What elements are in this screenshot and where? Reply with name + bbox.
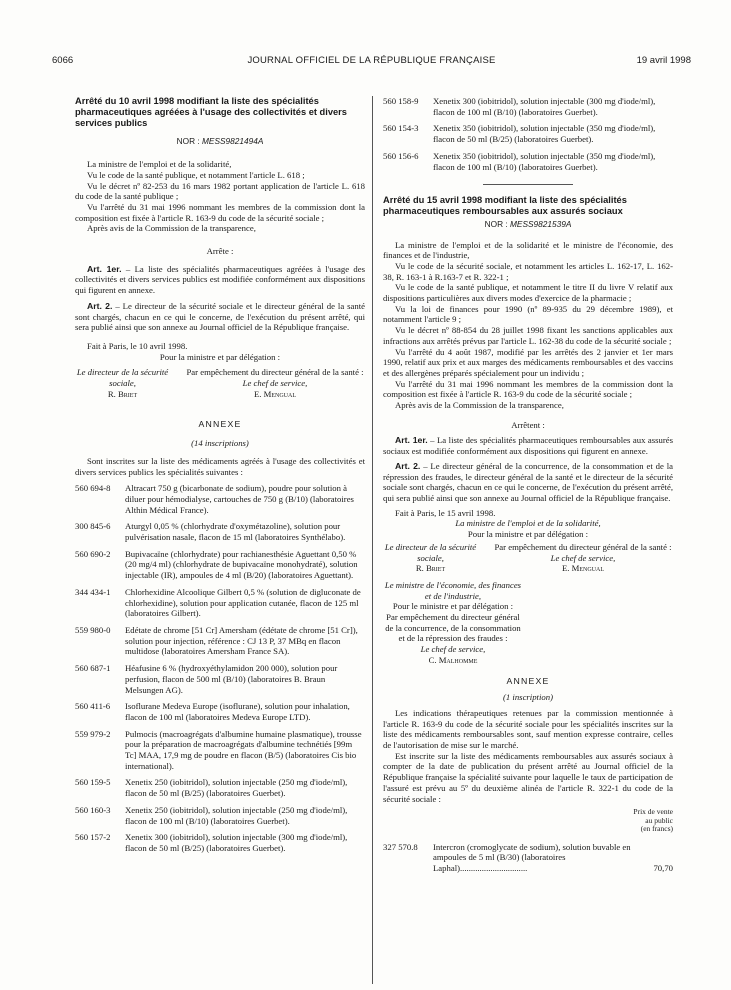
minister-line: Le ministre de l'économie, des finances et de l'industrie,: [384, 579, 522, 601]
article-2: [383, 461, 673, 504]
article-text: – Le directeur général de la concurrence, de la consommation et de la répression des fraudes, le directeur général de la santé et le directeur de la sécurité sociale sont chargés, chacun en ce qui le concerne, de l'exécution du présent arrêté, qui sera publié ainsi que son annexe au Journal officiel de la République française.: [383, 460, 673, 503]
inscription-count: (1 inscription): [503, 692, 553, 703]
journal-title: JOURNAL OFFICIEL DE LA RÉPUBLIQUE FRANÇAISE: [247, 55, 496, 66]
arrete-title-2: Arrêté du 15 avril 1998 modifiant la liste des spécialités pharmaceutiques remboursables aux assurés sociaux: [383, 195, 627, 217]
signing-place-date: Fait à Paris, le 15 avril 1998.: [395, 507, 496, 518]
inscription-count: (14 inscriptions): [191, 438, 249, 449]
cip-code: 560 159-5: [75, 777, 111, 788]
nor-code: MESS9821539A: [510, 218, 572, 229]
cip-code: 560 694-8: [75, 483, 111, 494]
preamble-line: Après avis de la Commission de la transparence,: [395, 400, 564, 411]
preamble-line: Vu le code de la sécurité sociale, et notamment les articles L. 162-17, L. 162-38, R. 163-1 à R.163-7 et R. 322-1 ;: [383, 260, 673, 282]
cip-code: 560 690-2: [75, 548, 111, 559]
medication-entry: [75, 549, 365, 581]
retail-price: 70,70: [653, 863, 673, 874]
article-text: – Le directeur de la sécurité sociale et le directeur général de la santé sont chargés, chacun en ce qui le concerne, de l'exécution du présent arrêté, qui sera publié ainsi que son annexe au Journal officiel de la République française.: [75, 300, 365, 333]
medication-description: Xenetix 300 (iobitridol), solution injectable (300 mg d'iode/ml), flacon de 50 ml (B/25) (laboratoires Guerbet).: [125, 832, 348, 853]
signatory-b: [185, 367, 365, 399]
medication-description: Xenetix 350 (iobitridol), solution injectable (350 mg d'iode/ml), flacon de 50 ml (B/25) (laboratoires Guerbet).: [433, 123, 656, 145]
cip-code: 327 570.8: [383, 841, 418, 852]
price-column-header: [383, 808, 673, 834]
signatory-title: Le directeur de la sécurité sociale,: [384, 541, 477, 563]
cip-code: 560 160-3: [75, 804, 111, 815]
signatory-preface: Par empêchement du directeur général de la concurrence, de la consommation et de la répression des fraudes :: [385, 612, 521, 644]
cip-code: 560 154-3: [383, 123, 419, 134]
medication-entry: [75, 587, 365, 619]
medication-entry: [75, 832, 365, 853]
signatory-title: Le chef de service,: [242, 378, 308, 389]
signatory-name: R. Briet: [107, 388, 138, 399]
medication-list-continued: [383, 96, 673, 172]
preamble-line: Vu l'arrêté du 4 août 1987, modifié par les arrêtés des 2 janvier et 1er mars 1990, relatif aux prix et aux marges des médicaments remboursables et des vaccins et des allergènes préparés spécialement pour un individu ;: [383, 346, 673, 378]
article-label: Art. 2.: [395, 460, 421, 471]
preamble-line: Vu le code de la santé publique, et notamment le titre II du livre V relatif aux dispositions particulières aux divers modes d'exercice de la pharmacie ;: [383, 282, 673, 304]
medication-entry: [75, 701, 365, 722]
medication-entry: [75, 625, 365, 657]
medication-description: Intercron (cromoglycate de sodium), solution buvable en ampoules de 5 ml (B/30) (laboratoires Laphal)...............................: [433, 841, 631, 874]
medication-description: Pulmocis (macroagrégats d'albumine humaine plasmatique), trousse pour la préparation de macroagrégats d'albumine technétiés [99m Tc] MAA, 17,9 mg de poudre en flacon (B/5) (laboratoires Cis bio international).: [125, 728, 362, 771]
medication-entry: [75, 805, 365, 826]
medication-list: [75, 483, 365, 853]
medication-description: Edétate de chrome [51 Cr] Amersham (édétate de chrome [51 Cr]), solution pour injection, référence : CJ 13 P, 37 MBq en flacon multidose (laboratoires Amersham France SA).: [125, 625, 358, 657]
right-column: [383, 96, 673, 874]
arrete-title-1: Arrêté du 10 avril 1998 modifiant la liste des spécialités pharmaceutiques agréées à l'usage des collectivités et divers services publics: [75, 96, 347, 128]
signatory-preface: Par empêchement du directeur général de la santé :: [494, 541, 672, 552]
nor-label: NOR :: [484, 218, 510, 229]
minister-line: La ministre de l'emploi et de la solidarité,: [455, 518, 601, 529]
preamble-line: Après avis de la Commission de la transparence,: [87, 223, 256, 234]
article-1: [383, 435, 673, 456]
medication-entry: [75, 777, 365, 798]
medication-entry: [75, 729, 365, 772]
left-column: [75, 96, 365, 854]
price-header-line: Prix de vente: [633, 807, 673, 817]
cip-code: 300 845-6: [75, 521, 111, 532]
cip-code: 560 156-6: [383, 150, 419, 161]
page-header: [52, 55, 691, 69]
signatures: [75, 367, 365, 399]
medication-description: Xenetix 350 (iobitridol), solution injectable (350 mg d'iode/ml), flacon de 100 ml (B/10) (laboratoires Guerbet).: [433, 150, 656, 172]
medication-description: Xenetix 250 (iobitridol), solution injectable (250 mg d'iode/ml), flacon de 100 ml (B/10) (laboratoires Guerbet).: [125, 804, 348, 826]
medication-entry: [383, 151, 673, 172]
annexe-paragraph: Est inscrite sur la liste des médicaments remboursables aux assurés sociaux à compter de la date de publication du présent arrêté au Journal officiel de la République française la spécialité suivante pour laquelle le taux de participation de l'assuré est prévu au 5º du deuxième alinéa de l'article R. 322-1 du code de la sécurité sociale :: [383, 750, 673, 804]
signatory-a: [75, 367, 170, 399]
medication-description: Héafusine 6 % (hydroxyéthylamidon 200 000), solution pour perfusion, flacon de 500 ml (B/10) (laboratoires B. Braun Melsungen AG).: [125, 663, 338, 695]
preamble-line: La ministre de l'emploi et de la solidarité,: [87, 159, 232, 170]
annexe-paragraph: Les indications thérapeutiques retenues par la commission mentionnée à l'article R. 163-9 du code de la sécurité sociale pour les spécialités inscrites sur la liste des médicaments remboursables sont, sauf mention expresse contraire, celles de l'autorisation de mise sur le marché.: [383, 707, 673, 751]
nor-code: MESS9821494A: [202, 136, 264, 147]
nor-label: NOR :: [176, 136, 202, 147]
signatory-title: Le chef de service,: [420, 644, 486, 655]
medication-description: Aturgyl 0,05 % (chlorhydrate d'oxymétazoline), solution pour pulvérisation nasale, flacon de 15 ml (laboratoires Synthélabo).: [125, 521, 346, 543]
medication-entry: [75, 483, 365, 515]
signatory-title: Le directeur de la sécurité sociale,: [76, 367, 169, 389]
signatory-b: [493, 542, 673, 574]
medication-description: Altracart 750 g (bicarbonate de sodium), poudre pour solution à diluer pour hémodialyse, cartouches de 750 g (B/10) (laboratoires Althin Médical France).: [125, 483, 354, 515]
separator-rule: [483, 184, 573, 185]
cip-code: 344 434-1: [75, 586, 111, 597]
preamble-line: Vu l'arrêté du 31 mai 1996 nommant les membres de la commission dont la composition est fixée à l'article R. 163-9 du code de la sécurité sociale ;: [75, 201, 365, 223]
medication-description: Xenetix 300 (iobitridol), solution injectable (300 mg d'iode/ml), flacon de 100 ml (B/10) (laboratoires Guerbet).: [433, 96, 656, 117]
medication-description: Isoflurane Medeva Europe (isoflurane), solution pour inhalation, flacon de 100 ml (laboratoires Medeva Europe LTD).: [125, 701, 350, 722]
arrete-heading: Arrête :: [206, 246, 234, 257]
preamble-line: La ministre de l'emploi et de la solidarité et le ministre de l'économie, des finances et de l'industrie,: [383, 239, 673, 261]
medication-entry: [383, 96, 673, 117]
signatures: [383, 542, 673, 574]
annexe-intro: Sont inscrites sur la liste des médicaments agréés à l'usage des collectivités et divers services publics les spécialités suivantes :: [75, 455, 365, 477]
signatory-name: E. Mengual: [253, 388, 297, 399]
priced-medication-entry: [383, 842, 673, 874]
annexe-heading: ANNEXE: [506, 675, 550, 686]
article-label: Art. 2.: [87, 300, 113, 311]
preamble-line: Vu le code de la santé publique, et notamment l'article L. 618 ;: [87, 169, 305, 180]
medication-description: Xenetix 250 (iobitridol), solution injectable (250 mg d'iode/ml), flacon de 50 ml (B/25) (laboratoires Guerbet).: [125, 777, 348, 799]
article-label: Art. 1er.: [395, 435, 428, 446]
cip-code: 560 157-2: [75, 832, 111, 843]
cip-code: 559 979-2: [75, 728, 111, 739]
preamble-line: Vu l'arrêté du 31 mai 1996 nommant les membres de la commission dont la composition est fixée à l'article R. 163-9 du code de la sécurité sociale ;: [383, 378, 673, 400]
column-divider: [372, 96, 373, 984]
nor-reference-1: [75, 136, 365, 147]
price-header-line: au public: [645, 815, 673, 825]
nor-reference-2: [383, 219, 673, 230]
cip-code: 559 980-0: [75, 625, 111, 635]
cip-code: 560 687-1: [75, 663, 111, 674]
signatory-c: [383, 580, 523, 666]
article-2: [75, 301, 365, 333]
signatory-title: Le chef de service,: [550, 552, 616, 563]
preamble-line: Vu le décret nº 88-854 du 28 juillet 1998 fixant les sanctions applicables aux infractions aux arrêtés prévus par l'article L. 162-38 du code de la sécurité sociale ;: [383, 325, 673, 346]
delegation-line: Pour la ministre et par délégation :: [159, 351, 281, 362]
signatory-a: [383, 542, 478, 574]
delegation-line: Pour la ministre et par délégation :: [467, 529, 589, 540]
preamble-line: Vu le décret nº 82-253 du 16 mars 1982 portant application de l'article L. 618 du code de la santé publique ;: [75, 180, 365, 202]
article-text: – La liste des spécialités pharmaceutiques remboursables aux assurés sociaux est modifiée conformément aux dispositions qui figurent en annexe.: [383, 435, 673, 457]
page-number: 6066: [52, 55, 74, 66]
delegation-line: Pour le ministre et par délégation :: [392, 601, 514, 612]
medication-entry: [75, 521, 365, 542]
medication-entry: [75, 663, 365, 695]
preamble-line: Vu la loi de finances pour 1990 (nº 89-935 du 29 décembre 1989), et notamment l'article 9 ;: [383, 303, 673, 325]
signing-place-date: Fait à Paris, le 10 avril 1998.: [87, 340, 188, 351]
signatory-preface: Par empêchement du directeur général de la santé :: [186, 367, 364, 378]
price-header-line: (en francs): [640, 824, 673, 834]
cip-code: 560 158-9: [383, 96, 419, 106]
annexe-heading: ANNEXE: [198, 419, 242, 430]
medication-description: Bupivacaïne (chlorhydrate) pour rachianesthésie Aguettant 0,50 % (20 mg/4 ml) (chlorhydrate de bupivacaïne monohydraté), solution injectable (IR), ampoules de 4 ml (B/20) (laboratoires Aguettant).: [125, 548, 358, 581]
article-label: Art. 1er.: [87, 263, 122, 274]
medication-entry: [383, 123, 673, 144]
article-1: [75, 264, 365, 296]
medication-description: Chlorhexidine Alcoolique Gilbert 0,5 % (solution de digluconate de chlorhexidine), solution pour application cutanée, flacon de 125 ml (laboratoires Gilbert).: [125, 586, 361, 619]
article-text: – La liste des spécialités pharmaceutiques agréées à l'usage des collectivités et divers services publics est modifiée conformément aux dispositions qui figurent en annexe.: [75, 263, 365, 296]
signatory-name: C. Malhomme: [428, 654, 478, 665]
issue-date: 19 avril 1998: [636, 55, 691, 66]
signatory-name: R. Briet: [415, 563, 446, 574]
arretent-heading: Arrêtent :: [511, 419, 545, 430]
signatory-name: E. Mengual: [561, 563, 605, 574]
cip-code: 560 411-6: [75, 701, 111, 712]
